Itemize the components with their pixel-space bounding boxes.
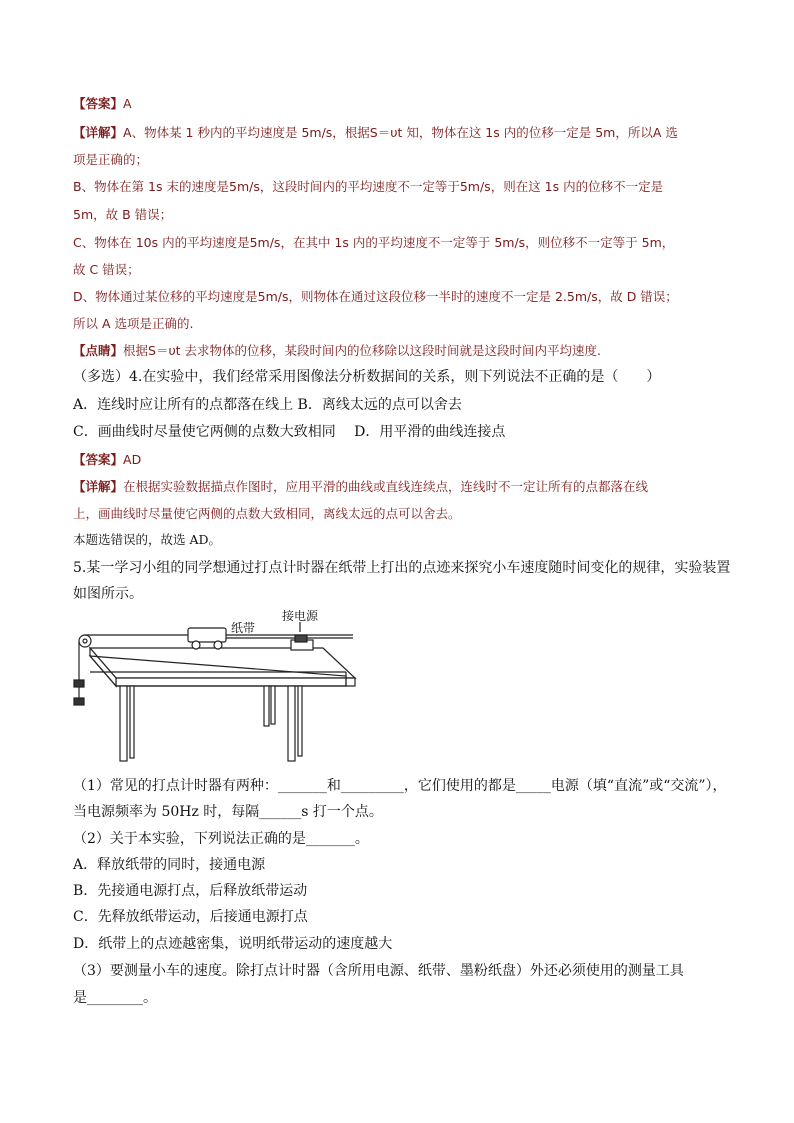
apparatus-figure <box>68 610 368 765</box>
explain-line: B、物体在第 1s 末的速度是5m/s，这段时间内的平均速度不一定等于5m/s，则在这 1s 内的位移不一定是 <box>73 179 664 194</box>
explain-text: 在根据实验数据描点作图时，应用平滑的曲线或直线连续点，连线时不一定让所有的点都落在线 <box>123 479 649 494</box>
power-label: 接电源 <box>282 610 319 623</box>
answer-tag: 【答案】 <box>73 452 124 467</box>
explain-tag: 【详解】 <box>73 125 124 140</box>
point-text: 根据S＝υt 去求物体的位移，某段时间内的位移除以这段时间就是这段时间内平均速度. <box>123 343 602 358</box>
explain-line <box>73 477 648 497</box>
answer-tag: 【答案】 <box>73 96 124 111</box>
explain-tag: 【详解】 <box>73 479 124 494</box>
explain-conclusion: 本题选错误的，故选 AD。 <box>73 532 222 547</box>
explain-text: A、物体某 1 秒内的平均速度是 5m/s，根据S＝υt 知，物体在这 1s 内的位移一定是 5m，所以A 选 <box>123 125 678 140</box>
explain-line: D、物体通过某位移的平均速度是5m/s，则物体在通过这段位移一半时的速度不一定是 2.5m/s，故 D 错误； <box>73 289 678 304</box>
tape-label: 纸带 <box>231 621 256 635</box>
option-c: C．先释放纸带运动，后接通电源打点 <box>73 909 308 925</box>
question-4-stem: （多选）4.在实验中，我们经常采用图像法分析数据间的关系，则下列说法不正确的是（ ） <box>73 369 661 385</box>
option-a: A．释放纸带的同时，接通电源 <box>73 857 266 873</box>
question-5-stem: 5.某一学习小组的同学想通过打点计时器在纸带上打出的点迹来探究小车速度随时间变化的规律，实验装置 <box>73 560 731 576</box>
option-b: B．先接通电源打点，后释放纸带运动 <box>73 883 308 899</box>
question-5-part-3: （3）要测量小车的速度。除打点计时器（含所用电源、纸带、墨粉纸盘）外还必须使用的测量工具 <box>73 963 684 979</box>
explain-line: C、物体在 10s 内的平均速度是5m/s，在其中 1s 内的平均速度不一定等于 5m/s，则位移不一定等于 5m， <box>73 235 675 250</box>
explain-line: 上，画曲线时尽量使它两侧的点数大致相同，离线太远的点可以舍去。 <box>73 506 461 521</box>
question-5-stem: 如图所示。 <box>73 586 143 602</box>
answer-line-4 <box>73 450 141 470</box>
explain-line <box>73 123 678 143</box>
answer-value: A <box>123 96 132 111</box>
question-4-options-cd: C．画曲线时尽量使它两侧的点数大致相同 D．用平滑的曲线连接点 <box>73 424 506 440</box>
option-d: D．纸带上的点迹越密集，说明纸带运动的速度越大 <box>73 936 393 952</box>
explain-line: 所以 A 选项是正确的. <box>73 316 194 331</box>
answer-value: AD <box>123 452 142 467</box>
question-5-part-3: 是________。 <box>73 990 157 1006</box>
point-line <box>73 341 601 361</box>
explain-line: 故 C 错误； <box>73 262 140 277</box>
question-5-part-1: （1）常见的打点计时器有两种：_______和_________，它们使用的都是_____电源（填“直流”或“交流”）， <box>73 778 727 794</box>
explain-line: 5m，故 B 错误； <box>73 207 173 222</box>
question-4-options-ab: A．连线时应让所有的点都落在线上 B．离线太远的点可以舍去 <box>73 397 462 413</box>
question-5-part-2: （2）关于本实验，下列说法正确的是_______。 <box>73 831 369 847</box>
point-tag: 【点睛】 <box>73 343 124 358</box>
question-5-part-1: 当电源频率为 50Hz 时，每隔______s 打一个点。 <box>73 804 383 820</box>
answer-line-1 <box>73 94 132 114</box>
explain-line: 项是正确的； <box>73 152 149 167</box>
